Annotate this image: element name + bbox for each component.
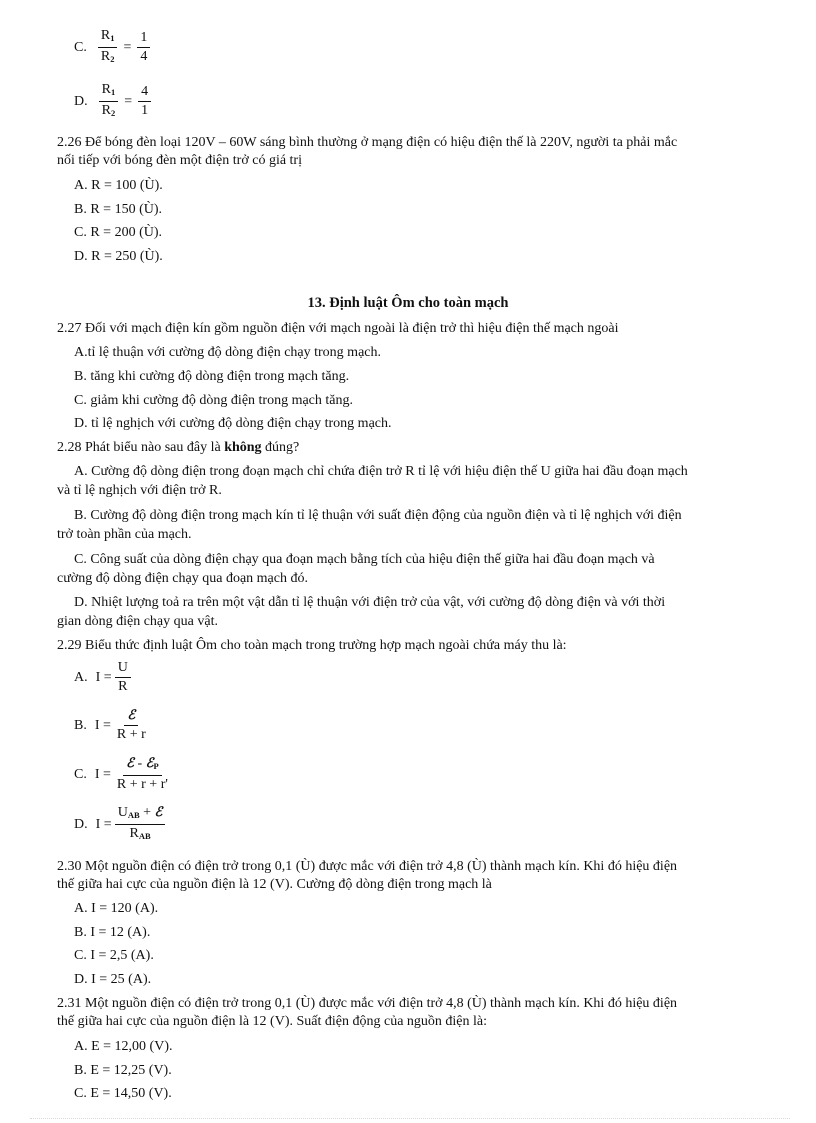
fraction-option-c: C. $\frac{R_1}{R_2}$ = $\frac{1}{4}$ <box>74 28 153 67</box>
option-c-line1: C. Công suất của dòng điện chạy qua đoạn mạch bằng tích của hiệu điện thế giữa hai đầu đoạn mạch và <box>74 552 655 567</box>
emphasis-not: không <box>224 440 262 455</box>
option-d: D. tỉ lệ nghịch với cường độ dòng điện chạy trong mạch. <box>74 416 392 431</box>
option-b-line2: trở toàn phần của mạch. <box>57 527 192 542</box>
option-d: D. I = 25 (A). <box>74 972 152 987</box>
option-b: B. R = 150 (Ù). <box>74 202 163 217</box>
option-b: B. I = 12 (A). <box>74 925 151 940</box>
ratio-value: $\frac{1}{4}$ <box>137 30 150 65</box>
question-2-30-line2: thế giữa hai cực của nguồn điện là 12 (V). Cường độ dòng điện trong mạch là <box>57 877 492 892</box>
option-c: C. E = 14,50 (V). <box>74 1086 172 1101</box>
formula-option-b: B. I = $\frac{\text{ℰ}}{R + r}$ <box>74 708 146 742</box>
question-2-31-line1: 2.31 Một nguồn điện có điện trở trong 0,1 (Ù) được mắc với điện trở 4,8 (Ù) thành mạch kín. Khi đó hiệu điện <box>57 996 678 1011</box>
emf-symbol: ℰ <box>127 708 136 723</box>
option-b-line1: B. Cường độ dòng điện trong mạch kín tỉ lệ thuận với suất điện động của nguồn điện và tỉ lệ nghịch với điện <box>74 508 682 523</box>
option-a: A.tỉ lệ thuận với cường độ dòng điện chạy trong mạch. <box>74 345 381 360</box>
option-c-line2: cường độ dòng điện chạy qua đoạn mạch đó. <box>57 571 308 586</box>
option-c: C. I = 2,5 (A). <box>74 948 154 963</box>
formula-option-c: C. I = $\frac{ℰ - ℰ_P}{R + r + r'}$ <box>74 756 168 792</box>
option-a-line2: và tỉ lệ nghịch với điện trở R. <box>57 483 222 498</box>
ratio-r1-r2: $\frac{R_1}{R_2}$ <box>99 82 119 121</box>
option-a: A. I = 120 (A). <box>74 901 159 916</box>
ratio-r1-r2: $\frac{R_1}{R_2}$ <box>98 28 118 67</box>
question-2-31-line2: thế giữa hai cực của nguồn điện là 12 (V). Suất điện động của nguồn điện là: <box>57 1014 488 1029</box>
ratio-value: $\frac{4}{1}$ <box>138 84 151 119</box>
fraction-option-d: D. $\frac{R_1}{R_2}$ = $\frac{4}{1}$ <box>74 82 154 121</box>
question-2-27: 2.27 Đối với mạch điện kín gồm nguồn điện với mạch ngoài là điện trở thì hiệu điện thế mạch ngoài <box>57 321 619 336</box>
option-d: D. R = 250 (Ù). <box>74 249 163 264</box>
option-d-line1: D. Nhiệt lượng toả ra trên một vật dẫn tỉ lệ thuận với điện trở của vật, với cường độ dòng điện và với thời <box>74 595 666 610</box>
option-a: A. R = 100 (Ù). <box>74 178 163 193</box>
option-d-line2: gian dòng điện chạy qua vật. <box>57 614 218 629</box>
question-2-30-line1: 2.30 Một nguồn điện có điện trở trong 0,1 (Ù) được mắc với điện trở 4,8 (Ù) thành mạch kín. Khi đó hiệu điện <box>57 859 678 874</box>
option-c: C. giảm khi cường độ dòng điện trong mạch tăng. <box>74 393 354 408</box>
option-b: B. E = 12,25 (V). <box>74 1063 172 1078</box>
question-2-28: 2.28 Phát biểu nào sau đây là không đúng? <box>57 440 300 455</box>
section-title: 13. Định luật Ôm cho toàn mạch <box>307 295 509 311</box>
option-c: C. R = 200 (Ù). <box>74 225 163 240</box>
question-2-29: 2.29 Biểu thức định luật Ôm cho toàn mạch trong trường hợp mạch ngoài chứa máy thu là: <box>57 638 567 653</box>
option-a: A. E = 12,00 (V). <box>74 1039 173 1054</box>
page-bottom-divider <box>30 1118 790 1119</box>
option-a-line1: A. Cường độ dòng điện trong đoạn mạch chỉ chứa điện trở R tỉ lệ với hiệu điện thế U giữa hai đầu đoạn mạch <box>74 464 688 479</box>
question-2-26-line2: nối tiếp với bóng đèn một điện trở có giá trị <box>57 153 302 168</box>
question-2-26-line1: 2.26 Để bóng đèn loại 120V – 60W sáng bình thường ở mạng điện có hiệu điện thế là 220V, người ta phải mắc <box>57 135 678 150</box>
formula-option-a: A. I = $\frac{U}{R}$ <box>74 660 134 695</box>
formula-option-d: D. I = $\frac{U_{AB} + ℰ}{R_{AB}}$ <box>74 805 168 844</box>
option-b: B. tăng khi cường độ dòng điện trong mạch tăng. <box>74 369 350 384</box>
